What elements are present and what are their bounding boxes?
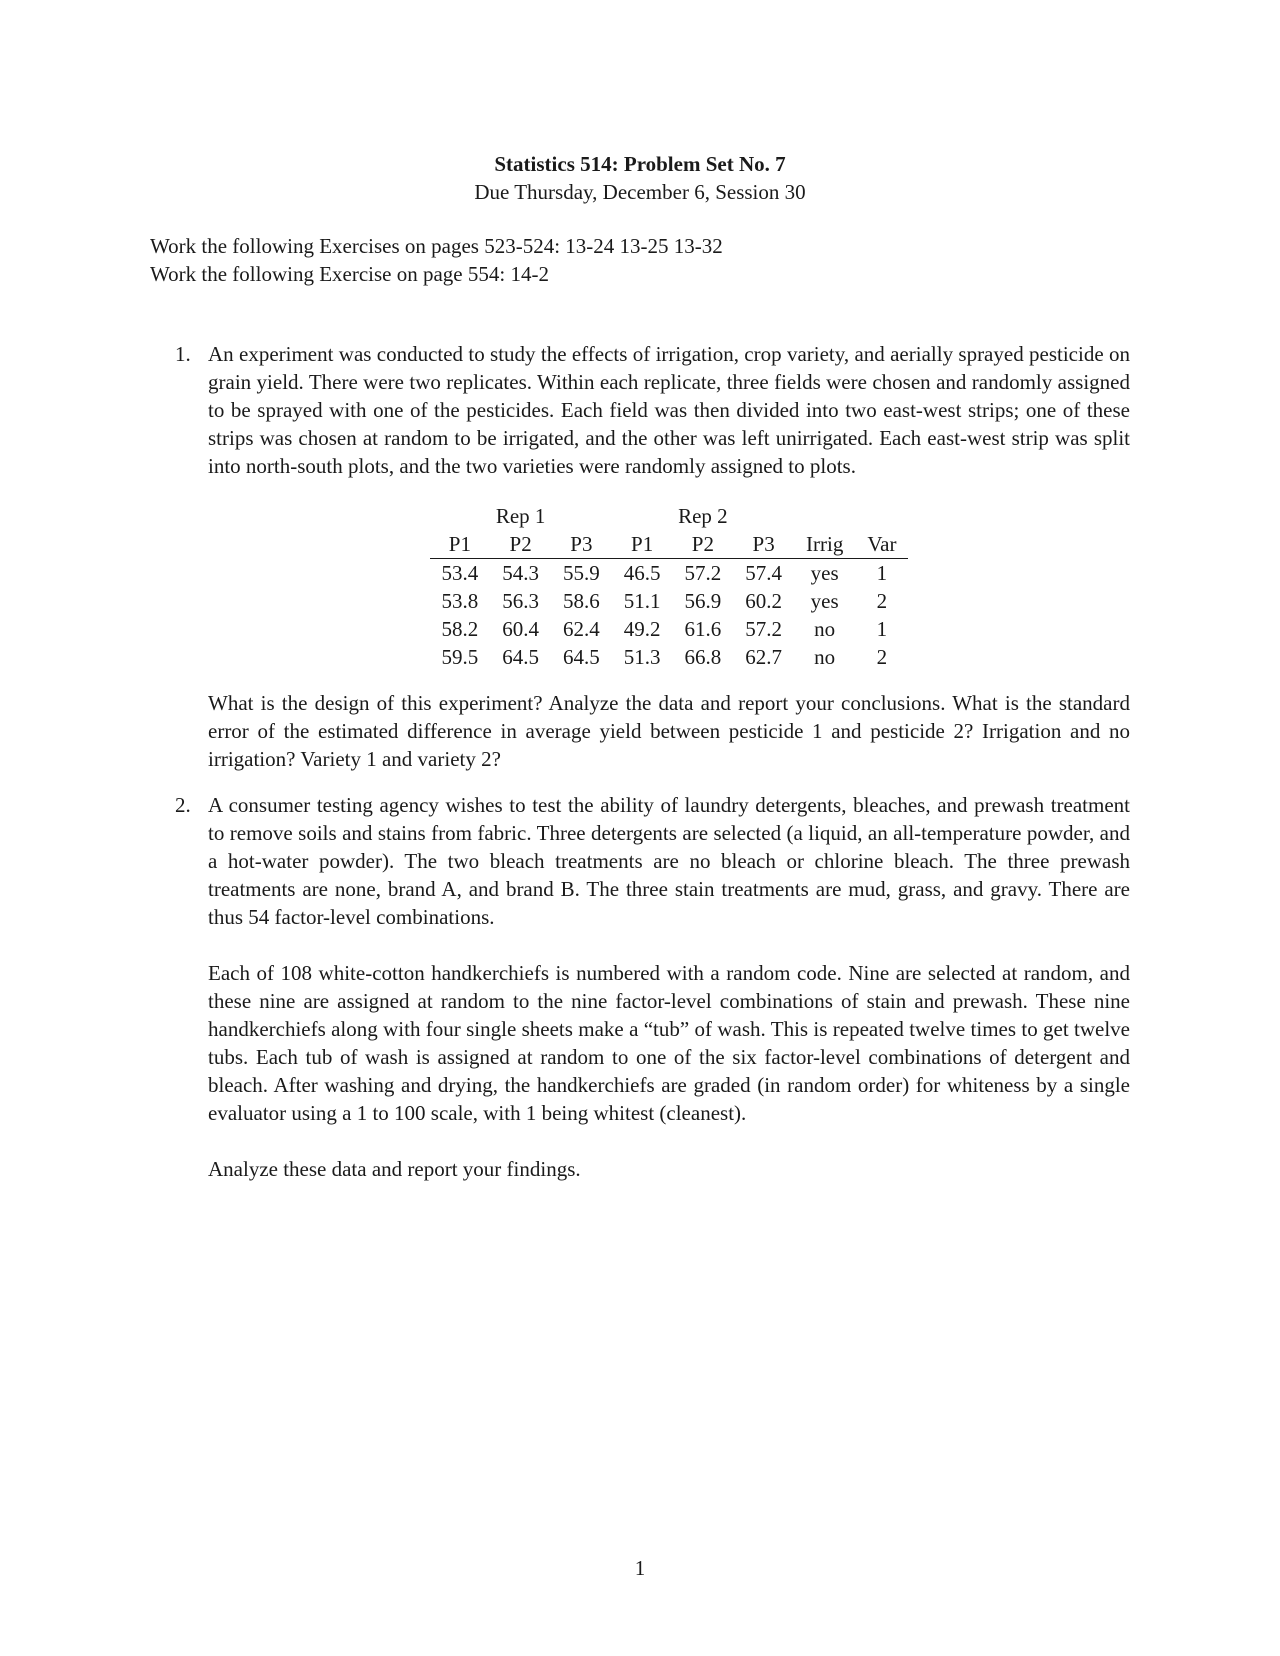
table-cell: 57.4: [745, 561, 782, 585]
column-header: P2: [490, 530, 551, 559]
rep1-header: Rep 1: [495, 504, 546, 528]
table-group-header: [430, 502, 909, 530]
table-cell: 62.4: [563, 617, 600, 641]
problem-1-intro: An experiment was conducted to study the effects of irrigation, crop variety, and aerially sprayed pesticide on grain yield. There were two replicates. Within each replicate, three fields were chosen and randomly assigned to be sprayed with one of the pesticides. Each field was then divided into two east-west strips; one of these strips was chosen at random to be irrigated, and the other was left unirrigated. Each east-west strip was split into north-south plots, and the two varieties were randomly assigned to plots.: [208, 342, 1130, 478]
problem-2-paragraph-1: A consumer testing agency wishes to test the ability of laundry detergents, bleaches, and prewash treatment to remove soils and stains from fabric. Three detergents are selected (a liquid, an all-temperature powder, and a hot-water powder). The two bleach treatments are no bleach or chlorine bleach. The three prewash treatments are none, brand A, and brand B. The three stain treatments are mud, grass, and gravy. There are thus 54 factor-level combinations.: [208, 793, 1130, 929]
table-cell: 1: [876, 617, 888, 641]
column-header: Var: [855, 530, 908, 559]
table-cell: 59.5: [441, 645, 479, 669]
table-cell: 49.2: [623, 617, 661, 641]
table-column-header: [430, 530, 909, 559]
table-cell: 58.6: [563, 589, 600, 613]
column-header: P3: [551, 530, 612, 559]
problem-number: 2.: [175, 793, 191, 817]
title-block: [0, 150, 1280, 206]
problem-2-paragraph-3: Analyze these data and report your findings.: [208, 1157, 581, 1181]
table-cell: 1: [876, 561, 888, 585]
table-cell: 53.8: [441, 589, 479, 613]
table-cell: 53.4: [441, 561, 479, 585]
problem-2-paragraph-2: Each of 108 white-cotton handkerchiefs is numbered with a random code. Nine are selected at random, and these nine are assigned at random to the nine factor-level combinations of stain and prewash. These nine handkerchiefs along with four single sheets make a “tub” of wash. This is repeated twelve times to get twelve tubs. Each tub of wash is assigned at random to one of the six factor-level combinations of detergent and bleach. After washing and drying, the handkerchiefs are graded (in random order) for whiteness by a single evaluator using a 1 to 100 scale, with 1 being whitest (cleanest).: [208, 961, 1130, 1125]
table-cell: 57.2: [684, 561, 722, 585]
table-cell: 66.8: [684, 645, 722, 669]
column-header: P2: [673, 530, 734, 559]
problem-2: [175, 791, 1130, 1183]
yield-table-wrapper: [208, 502, 1130, 671]
table-cell: 64.5: [502, 645, 539, 669]
page-title: Statistics 514: Problem Set No. 7: [494, 152, 786, 176]
table-cell: 54.3: [502, 561, 539, 585]
table-row: [430, 643, 909, 671]
column-header: P1: [430, 530, 491, 559]
table-row: [430, 559, 909, 588]
table-cell: 57.2: [745, 617, 782, 641]
table-cell: 46.5: [623, 561, 661, 585]
problem-1-question: What is the design of this experiment? Analyze the data and report your conclusions. What is the standard error of the estimated difference in average yield between pesticide 1 and pesticide 2? Irrigation and no irrigation? Variety 1 and variety 2?: [208, 691, 1130, 771]
table-cell: 2: [876, 645, 888, 669]
table-cell: 56.9: [684, 589, 722, 613]
table-cell: 51.3: [623, 645, 661, 669]
table-cell: yes: [810, 561, 839, 585]
instruction-line: Work the following Exercise on page 554: 14-2: [150, 262, 549, 286]
instruction-line: Work the following Exercises on pages 523-524: 13-24 13-25 13-32: [150, 234, 723, 258]
rep2-header: Rep 2: [678, 504, 728, 528]
table-cell: 55.9: [563, 561, 600, 585]
table-cell: 64.5: [563, 645, 600, 669]
table-cell: 2: [876, 589, 888, 613]
table-cell: no: [814, 645, 836, 669]
table-row: [430, 587, 909, 615]
problem-1: [175, 340, 1130, 773]
due-date: Due Thursday, December 6, Session 30: [474, 180, 806, 204]
table-cell: 58.2: [441, 617, 479, 641]
column-header: P3: [733, 530, 794, 559]
page-number: 1: [634, 1556, 646, 1580]
column-header: P1: [612, 530, 673, 559]
table-cell: 51.1: [623, 589, 661, 613]
table-cell: 56.3: [502, 589, 539, 613]
table-cell: 60.4: [502, 617, 539, 641]
column-header: Irrig: [794, 530, 855, 559]
table-cell: 61.6: [684, 617, 722, 641]
instructions: [150, 232, 1130, 288]
problem-list: [175, 340, 1130, 1183]
table-cell: yes: [810, 589, 839, 613]
table-row: [430, 615, 909, 643]
problem-number: 1.: [175, 342, 191, 366]
yield-table: [430, 502, 909, 671]
table-cell: no: [814, 617, 836, 641]
table-cell: 62.7: [745, 645, 782, 669]
table-cell: 60.2: [745, 589, 782, 613]
